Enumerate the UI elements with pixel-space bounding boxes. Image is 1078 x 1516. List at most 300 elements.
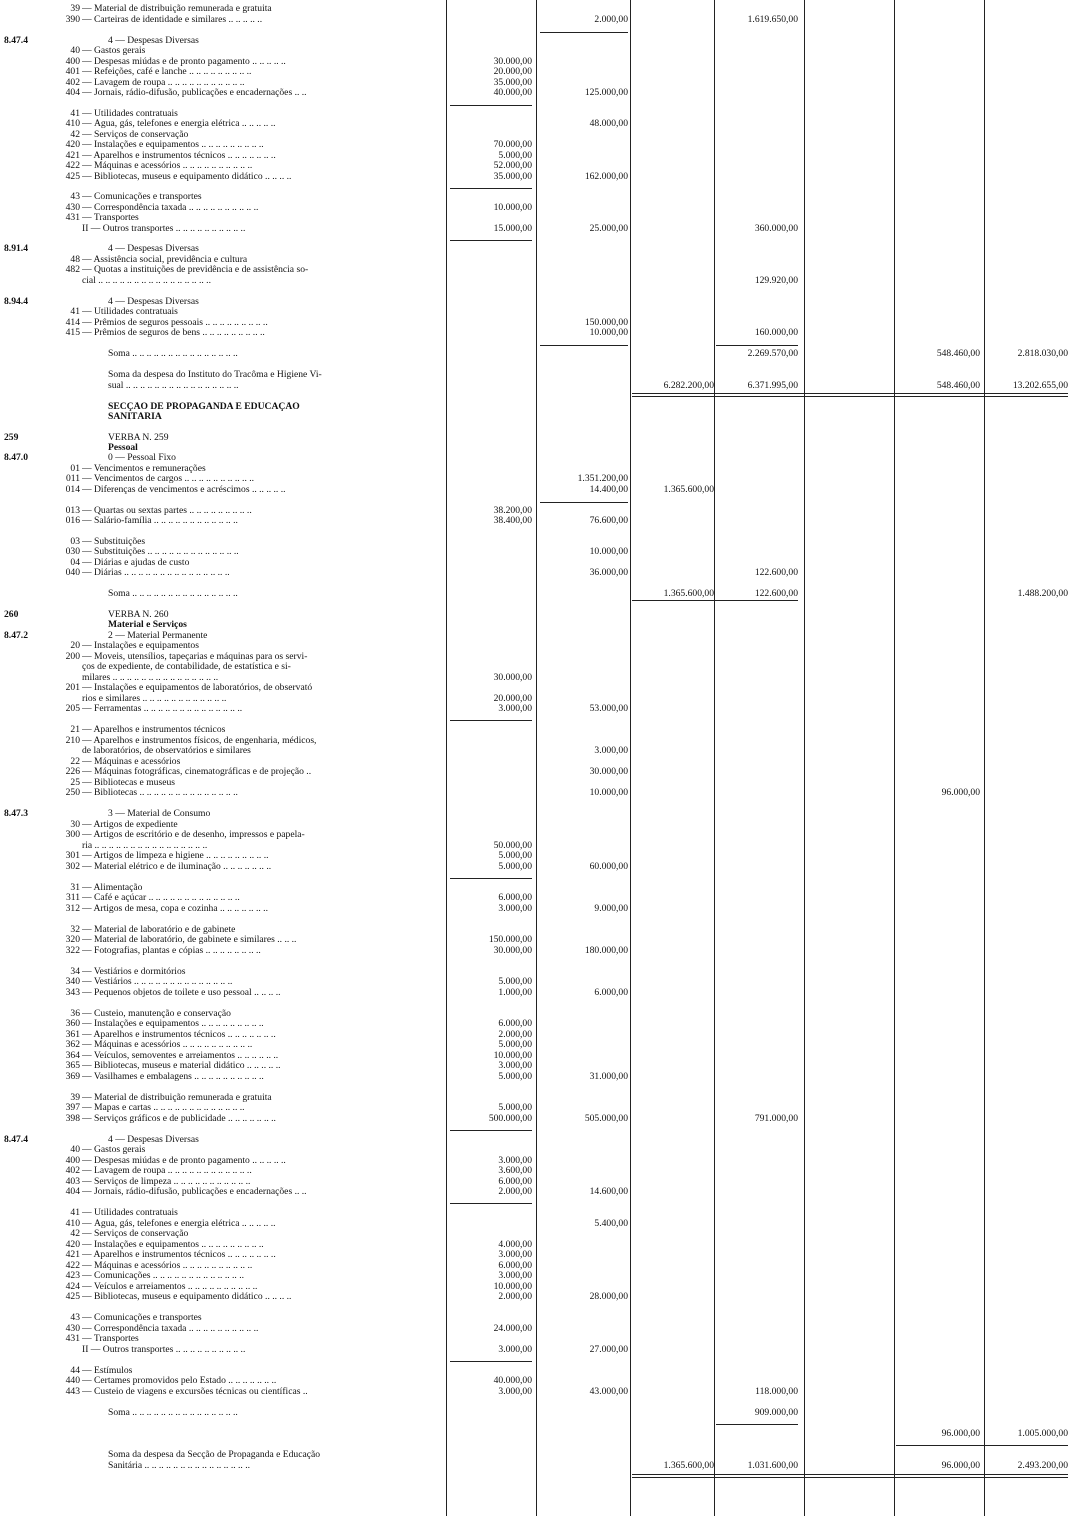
item-description: — Comunicações e transportes: [82, 192, 202, 202]
item-description: — Despesas miúdas e de pronto pagamento .. .. .. .. ..: [82, 57, 286, 67]
budget-line: [0, 904, 1078, 914]
budget-line: [0, 620, 1078, 630]
item-code: 31: [70, 882, 80, 893]
item-description: — Prêmios de seguros de bens .. .. .. .. .. .. .. .. ..: [82, 328, 265, 338]
item-description: VERBA N. 259: [108, 433, 169, 443]
item-description: — Aparelhos e instrumentos técnicos .. .. .. .. .. .. ..: [82, 1030, 276, 1040]
amount-c2: 14.400,00: [589, 484, 628, 495]
section-code: 8.47.2: [4, 630, 28, 641]
amount-c1: 3.000,00: [498, 903, 532, 914]
item-description: SANITÁRIA: [108, 412, 162, 422]
budget-line: [0, 862, 1078, 872]
amount-c4: 6.371.995,00: [747, 380, 798, 391]
budget-line: [0, 1334, 1078, 1344]
item-description: — Bibliotecas, museus e equipamento didático .. .. .. ..: [82, 172, 292, 182]
item-description: Soma .. .. .. .. .. .. .. .. .. .. .. .. .. .. ..: [108, 349, 238, 359]
amount-c1: 5.000,00: [498, 850, 532, 861]
amount-c7: 13.202.655,00: [1012, 380, 1068, 391]
item-code: 014: [65, 484, 80, 495]
item-code: 361: [65, 1029, 80, 1040]
item-description: — Prêmios de seguros pessoais .. .. .. .. .. .. .. .. ..: [82, 318, 268, 328]
item-description: — Carteiras de identidade e similares .. .. .. .. ..: [82, 15, 263, 25]
item-code: 04: [70, 557, 80, 568]
budget-line: [0, 1292, 1078, 1302]
item-code: 430: [65, 202, 80, 213]
budget-line: [0, 1282, 1078, 1292]
item-code: 201: [65, 682, 80, 693]
budget-line: [0, 453, 1078, 463]
item-description: — Diárias .. .. .. .. .. .. .. .. .. .. .. .. .. .. ..: [82, 568, 230, 578]
item-code: 320: [65, 934, 80, 945]
item-code: 360: [65, 1018, 80, 1029]
item-code: 420: [65, 1239, 80, 1250]
amount-c1: 10.000,00: [493, 202, 532, 213]
item-code: 41: [70, 1207, 80, 1218]
budget-line: [0, 1250, 1078, 1260]
budget-line: [0, 381, 1078, 391]
amount-c1: 6.000,00: [498, 1260, 532, 1271]
item-code: 200: [65, 651, 80, 662]
item-description: — Transportes: [82, 213, 139, 223]
budget-line: [0, 1177, 1078, 1187]
amount-c1: 40.000,00: [493, 1375, 532, 1386]
amount-c1: 4.000,00: [498, 1239, 532, 1250]
amount-c2: 76.600,00: [589, 515, 628, 526]
budget-line: [0, 967, 1078, 977]
item-description: — Gastos gerais: [82, 46, 146, 56]
budget-line: [0, 757, 1078, 767]
amount-c2: 14.600,00: [589, 1186, 628, 1197]
budget-line: [0, 1145, 1078, 1155]
amount-c2: 5.400,00: [594, 1218, 628, 1229]
budget-line: [0, 1240, 1078, 1250]
item-code: 040: [65, 567, 80, 578]
item-code: 397: [65, 1102, 80, 1113]
item-code: 302: [65, 861, 80, 872]
section-code: 259: [4, 432, 19, 443]
item-description: — Serviços gráficos e de publicidade .. .. .. .. .. .. ..: [82, 1114, 276, 1124]
item-description: — Lavagem de roupa .. .. .. .. .. .. .. .. .. .. .. ..: [82, 1166, 252, 1176]
budget-line: [0, 297, 1078, 307]
budget-line: [0, 988, 1078, 998]
budget-line: [0, 977, 1078, 987]
item-code: 301: [65, 850, 80, 861]
item-description: — Vestiários e dormitórios: [82, 967, 186, 977]
budget-line: [0, 641, 1078, 651]
amount-c1: 30.000,00: [493, 672, 532, 683]
item-description: — Máquinas e acessórios .. .. .. .. .. .. .. .. .. ..: [82, 1040, 253, 1050]
item-description: — Diárias e ajudas de custo: [82, 558, 190, 568]
item-description: — Correspondência taxada .. .. .. .. .. .. .. .. .. ..: [82, 203, 259, 213]
total-rule: [632, 1474, 1068, 1478]
amount-c1: 2.000,00: [498, 1029, 532, 1040]
item-code: 390: [65, 14, 80, 25]
budget-line: [0, 662, 1078, 672]
item-description: — Refeições, café e lanche .. .. .. .. .. .. .. .. ..: [82, 67, 252, 77]
budget-line: [0, 537, 1078, 547]
subtotal-rule: [450, 240, 532, 241]
item-description: — Moveis, utensílios, tapeçarias e máquinas para os servi-: [82, 652, 308, 662]
section-code: 8.47.4: [4, 1134, 28, 1145]
amount-c1: 38.200,00: [493, 505, 532, 516]
budget-line: [0, 412, 1078, 422]
item-description: — Material elétrico e de iluminação .. .. .. .. .. .. ..: [82, 862, 272, 872]
item-description: — Custeio de viagens e excursões técnicas ou científicas ..: [82, 1387, 308, 1397]
budget-line: [0, 1156, 1078, 1166]
section-code: 8.91.4: [4, 243, 28, 254]
item-description: — Salário-família .. .. .. .. .. .. .. .. .. .. .. ..: [82, 516, 238, 526]
item-code: 422: [65, 1260, 80, 1271]
item-code: 422: [65, 160, 80, 171]
item-code: 365: [65, 1060, 80, 1071]
amount-c1: 3.600,00: [498, 1165, 532, 1176]
item-description: Soma .. .. .. .. .. .. .. .. .. .. .. .. .. .. ..: [108, 1408, 238, 1418]
item-description: — Correspondência taxada .. .. .. .. .. .. .. .. .. ..: [82, 1324, 259, 1334]
item-code: 016: [65, 515, 80, 526]
amount-c4: 122.600,00: [754, 588, 798, 599]
budget-line: [0, 893, 1078, 903]
item-description: rios e similares .. .. .. .. .. .. .. .. .. .. .. ..: [82, 694, 227, 704]
item-description: — Café e açúcar .. .. .. .. .. .. .. .. .. .. .. .. ..: [82, 893, 240, 903]
amount-c2: 48.000,00: [589, 118, 628, 129]
section-code: 8.47.0: [4, 452, 28, 463]
budget-line: [0, 610, 1078, 620]
amount-c1: 5.000,00: [498, 976, 532, 987]
budget-line: [0, 203, 1078, 213]
budget-line: [0, 402, 1078, 412]
budget-line: [0, 652, 1078, 662]
item-description: — Jornais, rádio-difusão, publicações e encadernações .. ..: [82, 1187, 307, 1197]
amount-c1: 5.000,00: [498, 861, 532, 872]
item-description: Pessoal: [108, 443, 138, 453]
item-description: — Veículos e arreiamentos .. .. .. .. .. .. .. .. .. ..: [82, 1282, 258, 1292]
item-code: 250: [65, 787, 80, 798]
budget-line: [0, 778, 1078, 788]
item-description: — Máquinas e acessórios: [82, 757, 181, 767]
budget-line: [0, 1271, 1078, 1281]
item-code: 01: [70, 463, 80, 474]
amount-c7: 2.493.200,00: [1017, 1460, 1068, 1471]
budget-line: [0, 78, 1078, 88]
subtotal-rule: [450, 720, 532, 721]
item-description: — Máquinas fotográficas, cinematográficas e de projeção ..: [82, 767, 312, 777]
subtotal-rule: [716, 345, 798, 346]
budget-line: [0, 1135, 1078, 1145]
item-code: 40: [70, 45, 80, 56]
amount-c2: 125.000,00: [584, 87, 628, 98]
item-description: sual .. .. .. .. .. .. .. .. .. .. .. .. .. .. .. ..: [108, 381, 239, 391]
item-description: — Instalações e equipamentos de laboratórios, de observató: [82, 683, 313, 693]
budget-line: [0, 1366, 1078, 1376]
budget-line: [0, 370, 1078, 380]
amount-c1: 24.000,00: [493, 1323, 532, 1334]
item-code: 362: [65, 1039, 80, 1050]
item-description: VERBA N. 260: [108, 610, 169, 620]
amount-c4: 2.269.570,00: [747, 348, 798, 359]
item-code: 39: [70, 3, 80, 14]
item-code: 43: [70, 191, 80, 202]
item-description: ria .. .. .. .. .. .. .. .. .. .. .. .. .. .. .. ..: [82, 841, 208, 851]
item-code: 48: [70, 254, 80, 265]
item-description: — Bibliotecas .. .. .. .. .. .. .. .. .. .. .. .. .. ..: [82, 788, 238, 798]
amount-c2: 180.000,00: [584, 945, 628, 956]
item-description: 4 — Despesas Diversas: [108, 244, 199, 254]
budget-line: [0, 1093, 1078, 1103]
budget-line: [0, 349, 1078, 359]
amount-c3: 1.365.600,00: [663, 1460, 714, 1471]
budget-line: [0, 474, 1078, 484]
amount-c4: 1.619.650,00: [747, 14, 798, 25]
amount-c1: 52.000,00: [493, 160, 532, 171]
item-description: — Instalações e equipamentos: [82, 641, 199, 651]
item-code: 011: [65, 473, 80, 484]
budget-line: [0, 57, 1078, 67]
item-description: — Ferramentas .. .. .. .. .. .. .. .. .. .. .. .. .. ..: [82, 704, 243, 714]
amount-c1: 150.000,00: [488, 934, 532, 945]
item-description: — Material de laboratório e de gabinete: [82, 925, 236, 935]
item-description: — Vencimentos de cargos .. .. .. .. .. .. .. .. .. ..: [82, 474, 255, 484]
budget-line: [0, 1040, 1078, 1050]
budget-line: [0, 809, 1078, 819]
amount-c3: 6.282.200,00: [663, 380, 714, 391]
budget-line: [0, 683, 1078, 693]
amount-c4: 360.000,00: [754, 223, 798, 234]
budget-line: [0, 1208, 1078, 1218]
item-description: — Comunicações e transportes: [82, 1313, 202, 1323]
item-description: — Estímulos: [82, 1366, 133, 1376]
amount-c2: 162.000,00: [584, 171, 628, 182]
amount-c1: 3.000,00: [498, 1270, 532, 1281]
item-description: — Material de distribuição remunerada e gratuita: [82, 4, 272, 14]
item-code: 205: [65, 703, 80, 714]
item-code: 41: [70, 306, 80, 317]
section-code: 260: [4, 609, 19, 620]
section-code: 8.94.4: [4, 296, 28, 307]
budget-line: [0, 820, 1078, 830]
amount-c1: 3.000,00: [498, 1060, 532, 1071]
amount-c1: 5.000,00: [498, 1102, 532, 1113]
item-description: — Bibliotecas, museus e material didático .. .. .. .. ..: [82, 1061, 281, 1071]
item-code: 42: [70, 1228, 80, 1239]
amount-c2: 31.000,00: [589, 1071, 628, 1082]
amount-c6: 96.000,00: [941, 1460, 980, 1471]
amount-c1: 500.000,00: [488, 1113, 532, 1124]
budget-line: [0, 119, 1078, 129]
item-description: — Bibliotecas, museus e equipamento didático .. .. .. ..: [82, 1292, 292, 1302]
item-description: 4 — Despesas Diversas: [108, 1135, 199, 1145]
budget-line: [0, 1103, 1078, 1113]
item-code: 44: [70, 1365, 80, 1376]
budget-line: [0, 589, 1078, 599]
budget-line: [0, 255, 1078, 265]
amount-c2: 28.000,00: [589, 1291, 628, 1302]
amount-c2: 2.000,00: [594, 14, 628, 25]
amount-c1: 2.000,00: [498, 1291, 532, 1302]
amount-c1: 6.000,00: [498, 892, 532, 903]
amount-c2: 9.000,00: [594, 903, 628, 914]
budget-line: [0, 36, 1078, 46]
amount-c1: 50.000,00: [493, 840, 532, 851]
budget-line: [0, 841, 1078, 851]
budget-line: [0, 130, 1078, 140]
budget-line: [0, 151, 1078, 161]
item-description: — Veículos, semoventes e arreiamentos .. .. .. .. .. ..: [82, 1051, 279, 1061]
item-description: — Instalações e equipamentos .. .. .. .. .. .. .. .. ..: [82, 1240, 264, 1250]
item-code: 300: [65, 829, 80, 840]
budget-line: [0, 1187, 1078, 1197]
item-description: — Utilidades contratuais: [82, 307, 178, 317]
amount-c1: 20.000,00: [493, 693, 532, 704]
item-code: 423: [65, 1270, 80, 1281]
item-code: 421: [65, 150, 80, 161]
item-code: 404: [65, 87, 80, 98]
item-code: 400: [65, 1155, 80, 1166]
item-description: — Vencimentos e remunerações: [82, 464, 206, 474]
amount-c1: 3.000,00: [498, 1249, 532, 1260]
amount-c6: 96.000,00: [941, 1428, 980, 1439]
item-description: milares .. .. .. .. .. .. .. .. .. .. .. .. .. .. ..: [82, 673, 219, 683]
amount-c1: 10.000,00: [493, 1281, 532, 1292]
item-description: II — Outros transportes .. .. .. .. .. .. .. .. .. ..: [82, 1345, 246, 1355]
item-code: 210: [65, 735, 80, 746]
budget-line: [0, 1408, 1078, 1418]
amount-c1: 30.000,00: [493, 56, 532, 67]
budget-line: [0, 1030, 1078, 1040]
amount-c6: 548.460,00: [936, 348, 980, 359]
amount-c1: 3.000,00: [498, 1344, 532, 1355]
amount-c1: 5.000,00: [498, 1039, 532, 1050]
total-rule: [632, 393, 1068, 397]
item-code: 43: [70, 1312, 80, 1323]
amount-c2: 25.000,00: [589, 223, 628, 234]
item-description: — Gastos gerais: [82, 1145, 146, 1155]
item-description: II — Outros transportes .. .. .. .. .. .. .. .. .. ..: [82, 224, 246, 234]
item-code: 20: [70, 640, 80, 651]
budget-line: [0, 161, 1078, 171]
amount-c2: 27.000,00: [589, 1344, 628, 1355]
amount-c2: 505.000,00: [584, 1113, 628, 1124]
budget-line: [0, 725, 1078, 735]
item-code: 402: [65, 1165, 80, 1176]
budget-line: [0, 516, 1078, 526]
item-description: Soma da despesa do Instituto do Tracôma e Higiene Vi-: [108, 370, 322, 380]
item-code: 398: [65, 1113, 80, 1124]
budget-line: [0, 1114, 1078, 1124]
section-code: 8.47.4: [4, 35, 28, 46]
amount-c1: 10.000,00: [493, 1050, 532, 1061]
budget-line: [0, 4, 1078, 14]
item-description: ços de expediente, de contabilidade, de estatística e si-: [82, 662, 291, 672]
item-description: — Aparelhos e instrumentos técnicos .. .. .. .. .. .. ..: [82, 1250, 276, 1260]
item-description: — Diferenças de vencimentos e acréscimos .. .. .. .. ..: [82, 485, 286, 495]
item-description: — Artigos de mesa, copa e cozinha .. .. .. .. .. .. ..: [82, 904, 268, 914]
budget-line: [0, 767, 1078, 777]
amount-c3: 1.365.600,00: [663, 588, 714, 599]
budget-line: [0, 318, 1078, 328]
item-description: — Comunicações .. .. .. .. .. .. .. .. .. .. .. .. ..: [82, 1271, 245, 1281]
budget-line: [0, 946, 1078, 956]
item-description: — Assistência social, previdência e cultura: [82, 255, 248, 265]
amount-c1: 20.000,00: [493, 66, 532, 77]
amount-c1: 3.000,00: [498, 703, 532, 714]
amount-c1: 3.000,00: [498, 1155, 532, 1166]
amount-c2: 3.000,00: [594, 745, 628, 756]
amount-c4: 1.031.600,00: [747, 1460, 798, 1471]
budget-line: [0, 830, 1078, 840]
item-code: 410: [65, 1218, 80, 1229]
item-code: 424: [65, 1281, 80, 1292]
item-description: — Máquinas e acessórios .. .. .. .. .. .. .. .. .. ..: [82, 1261, 253, 1271]
item-description: — Substituições: [82, 537, 146, 547]
item-description: — Certames promovidos pelo Estado .. .. .. .. .. .. ..: [82, 1376, 277, 1386]
amount-c2: 6.000,00: [594, 987, 628, 998]
item-code: 42: [70, 129, 80, 140]
item-description: — Instalações e equipamentos .. .. .. .. .. .. .. .. ..: [82, 140, 264, 150]
amount-c1: 70.000,00: [493, 139, 532, 150]
budget-line: [0, 192, 1078, 202]
budget-line: [0, 788, 1078, 798]
item-code: 420: [65, 139, 80, 150]
item-description: — Aparelhos e instrumentos técnicos .. .. .. .. .. .. ..: [82, 151, 276, 161]
amount-c1: 2.000,00: [498, 1186, 532, 1197]
budget-line: [0, 1461, 1078, 1471]
item-description: — Fotografias, plantas e cópias .. .. .. .. .. .. .. ..: [82, 946, 261, 956]
budget-line: [0, 883, 1078, 893]
item-description: — Alimentação: [82, 883, 143, 893]
subtotal-rule: [450, 188, 532, 189]
item-code: 312: [65, 903, 80, 914]
item-description: cial .. .. .. .. .. .. .. .. .. .. .. .. .. .. .. ..: [82, 276, 211, 286]
item-description: — Bibliotecas e museus: [82, 778, 175, 788]
item-description: 4 — Despesas Diversas: [108, 36, 199, 46]
budget-line: [0, 631, 1078, 641]
budget-line: [0, 109, 1078, 119]
item-code: 41: [70, 108, 80, 119]
budget-line: [0, 547, 1078, 557]
budget-line: [0, 1387, 1078, 1397]
item-code: 369: [65, 1071, 80, 1082]
item-description: — Água, gás, telefones e energia elétrica .. .. .. .. ..: [82, 119, 276, 129]
section-code: 8.47.3: [4, 808, 28, 819]
item-description: — Material de distribuição remunerada e gratuita: [82, 1093, 272, 1103]
amount-c1: 3.000,00: [498, 1386, 532, 1397]
item-code: 401: [65, 66, 80, 77]
item-description: SECÇÃO DE PROPAGANDA E EDUCAÇÃO: [108, 402, 300, 412]
budget-line: [0, 925, 1078, 935]
budget-line: [0, 1261, 1078, 1271]
item-code: 013: [65, 505, 80, 516]
item-description: 4 — Despesas Diversas: [108, 297, 199, 307]
amount-c1: 5.000,00: [498, 150, 532, 161]
item-description: de laboratórios, de observatórios e similares: [82, 746, 251, 756]
budget-line: [0, 694, 1078, 704]
item-code: 443: [65, 1386, 80, 1397]
item-description: 2 — Material Permanente: [108, 631, 208, 641]
item-code: 431: [65, 1333, 80, 1344]
budget-line: [0, 15, 1078, 25]
item-code: 22: [70, 756, 80, 767]
budget-line: [0, 673, 1078, 683]
item-description: Sanitária .. .. .. .. .. .. .. .. .. .. .. .. .. .. ..: [108, 1461, 251, 1471]
item-code: 21: [70, 724, 80, 735]
subtotal-rule: [450, 105, 532, 106]
item-code: 03: [70, 536, 80, 547]
item-code: 404: [65, 1186, 80, 1197]
item-description: — Quartas ou sextas partes .. .. .. .. .. .. .. .. ..: [82, 506, 252, 516]
budget-line: [0, 1219, 1078, 1229]
item-code: 414: [65, 317, 80, 328]
amount-c2: 60.000,00: [589, 861, 628, 872]
